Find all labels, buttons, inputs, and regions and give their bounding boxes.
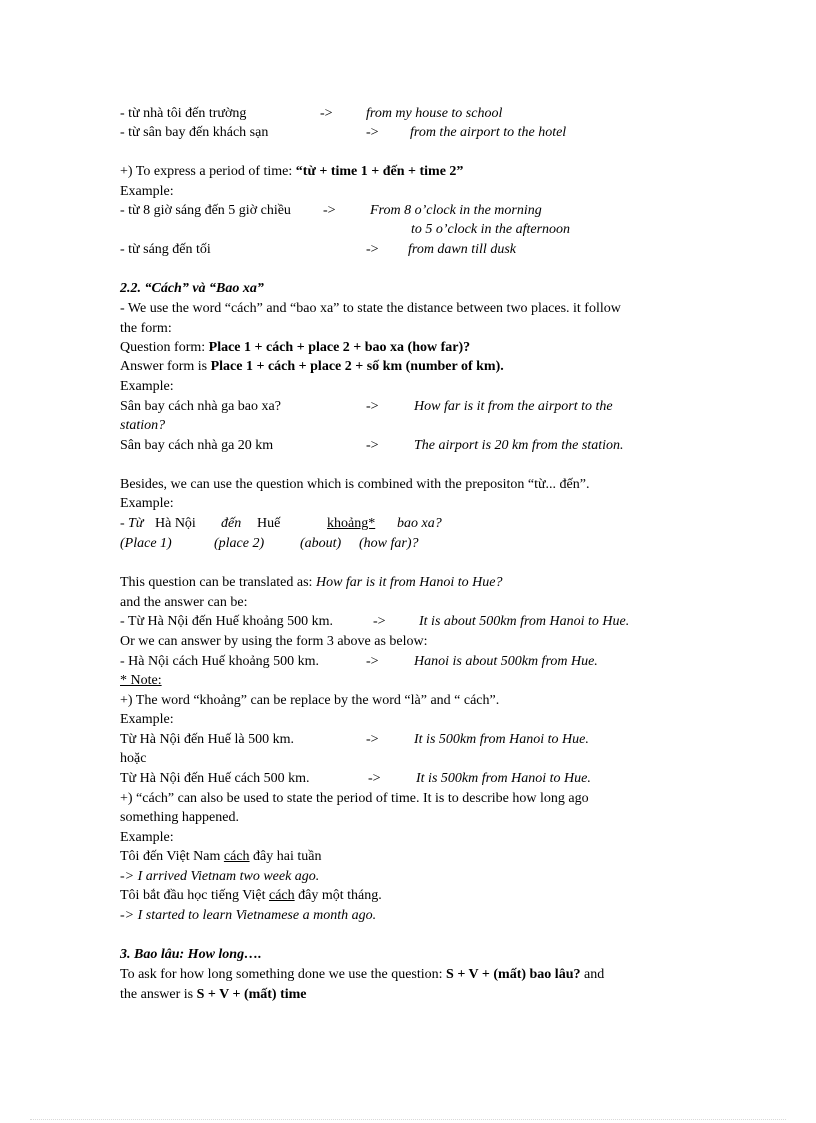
example-line	[120, 241, 211, 259]
paragraph-line: and the answer can be:	[120, 595, 248, 610]
vietnamese-phrase: - từ nhà tôi đến trường	[120, 106, 247, 121]
example-line	[120, 848, 321, 866]
rule-line	[120, 163, 463, 181]
example-label: Example:	[120, 830, 174, 845]
example-line	[120, 105, 246, 123]
vietnamese-phrase: - Hà Nội cách Huế khoảng 500 km.	[120, 654, 320, 669]
word-khoang: khoảng*	[327, 516, 376, 531]
rule-text: and	[580, 967, 605, 982]
paragraph-line	[120, 574, 503, 592]
example-line	[120, 653, 319, 671]
english-translation: It is 500km from Hanoi to Hue.	[416, 771, 591, 786]
english-translation: The airport is 20 km from the station.	[414, 438, 624, 453]
gloss-about: (about)	[300, 536, 342, 551]
english-translation: How far is it from Hanoi to Hue?	[315, 575, 503, 590]
vietnamese-phrase: - từ sân bay đến khách sạn	[120, 125, 269, 140]
vietnamese-phrase: Từ Hà Nội đến Huế cách 500 km.	[120, 771, 310, 786]
rule-text: the answer is	[120, 987, 197, 1002]
dash: -	[120, 516, 125, 531]
rule-line	[120, 358, 504, 376]
arrow: ->	[366, 399, 379, 414]
english-translation: It is about 500km from Hanoi to Hue.	[419, 614, 630, 629]
example-line	[120, 887, 382, 905]
english-translation: from the airport to the hotel	[410, 125, 567, 140]
formula: Place 1 + cách + place 2 + số km (number of km).	[210, 359, 504, 374]
arrow: ->	[366, 732, 379, 747]
gloss-place1: (Place 1)	[120, 536, 172, 551]
vietnamese-phrase: - từ sáng đến tối	[120, 242, 211, 257]
word-place1: Hà Nội	[155, 516, 196, 531]
example-label: Example:	[120, 496, 174, 511]
vietnamese-phrase: đây hai tuần	[249, 849, 322, 864]
formula: S + V + (mất) time	[196, 987, 307, 1002]
english-translation-cont: station?	[120, 418, 166, 433]
page-bottom-rule	[30, 1119, 786, 1120]
example-line	[120, 770, 310, 788]
english-translation: Hanoi is about 500km from Hue.	[414, 654, 598, 669]
arrow: ->	[323, 203, 336, 218]
example-label: Example:	[120, 184, 174, 199]
word-place2: Huế	[257, 516, 281, 531]
english-translation: from dawn till dusk	[408, 242, 516, 257]
english-translation: from my house to school	[366, 106, 503, 121]
example-line	[120, 202, 291, 220]
vietnamese-phrase: Sân bay cách nhà ga bao xa?	[120, 399, 281, 414]
note-label	[120, 672, 162, 690]
rule-text: +) To express a period of time:	[120, 164, 296, 179]
paragraph-line: +) “cách” can also be used to state the period of time. It is to describe how long ago	[120, 791, 589, 806]
rule-line	[120, 966, 604, 984]
formula: S + V + (mất) bao lâu?	[446, 967, 581, 982]
keyword-cach: cách	[268, 888, 295, 903]
vietnamese-phrase: Sân bay cách nhà ga 20 km	[120, 438, 274, 453]
example-line	[120, 124, 268, 142]
paragraph-line: Or we can answer by using the form 3 above as below:	[120, 634, 428, 649]
vietnamese-phrase: Từ Hà Nội đến Huế là 500 km.	[120, 732, 294, 747]
rule-line	[120, 986, 307, 1004]
formula: Place 1 + cách + place 2 + bao xa (how far)?	[208, 340, 471, 355]
arrow: ->	[366, 242, 379, 257]
keyword-cach: cách	[223, 849, 250, 864]
word-den: đến	[221, 516, 242, 531]
note-heading: * Note:	[120, 673, 162, 688]
word-bao-xa: bao xa?	[397, 516, 442, 531]
rule-line	[120, 339, 470, 357]
rule-text: Question form:	[120, 340, 209, 355]
english-translation: How far is it from the airport to the	[414, 399, 613, 414]
vietnamese-phrase: đây một tháng.	[294, 888, 382, 903]
arrow: ->	[320, 106, 333, 121]
vietnamese-phrase: - từ 8 giờ sáng đến 5 giờ chiều	[120, 203, 291, 218]
paragraph-line: the form:	[120, 321, 172, 336]
rule-text: Answer form is	[120, 359, 211, 374]
english-translation: -> I started to learn Vietnamese a month ago.	[120, 908, 377, 923]
example-label: Example:	[120, 379, 174, 394]
gloss-place2: (place 2)	[214, 536, 265, 551]
arrow: ->	[373, 614, 386, 629]
arrow: ->	[366, 654, 379, 669]
example-line	[120, 437, 273, 455]
example-line	[120, 398, 281, 416]
arrow: ->	[366, 125, 379, 140]
example-line	[120, 613, 333, 631]
english-translation-cont: to 5 o’clock in the afternoon	[411, 222, 571, 237]
section-heading: 3. Bao lâu: How long….	[120, 947, 262, 962]
paragraph-line: Besides, we can use the question which is combined with the prepositon “từ... đến”.	[120, 477, 590, 492]
paragraph-line: something happened.	[120, 810, 239, 825]
paragraph-line: hoặc	[120, 751, 147, 766]
rule-text: To ask for how long something done we use the question:	[120, 967, 447, 982]
vietnamese-phrase: Tôi bắt đầu học tiếng Việt	[120, 888, 269, 903]
rule-line: +) The word “khoảng” can be replace by the word “là” and “ cách”.	[120, 693, 500, 708]
example-label: Example:	[120, 712, 174, 727]
vietnamese-phrase: Tôi đến Việt Nam	[120, 849, 224, 864]
vietnamese-phrase: - Từ Hà Nội đến Huế khoảng 500 km.	[120, 614, 334, 629]
arrow: ->	[366, 438, 379, 453]
paragraph-text: This question can be translated as:	[120, 575, 316, 590]
gloss-how-far: (how far)?	[359, 536, 419, 551]
english-translation: -> I arrived Vietnam two week ago.	[120, 869, 320, 884]
english-translation: From 8 o’clock in the morning	[370, 203, 542, 218]
english-translation: It is 500km from Hanoi to Hue.	[414, 732, 589, 747]
arrow: ->	[368, 771, 381, 786]
paragraph-line: - We use the word “cách” and “bao xa” to state the distance between two places. it follow	[120, 301, 621, 316]
word-tu: Từ	[128, 516, 144, 531]
section-heading: 2.2. “Cách” và “Bao xa”	[120, 281, 264, 296]
formula: “từ + time 1 + đến + time 2”	[295, 164, 464, 179]
example-line	[120, 731, 294, 749]
